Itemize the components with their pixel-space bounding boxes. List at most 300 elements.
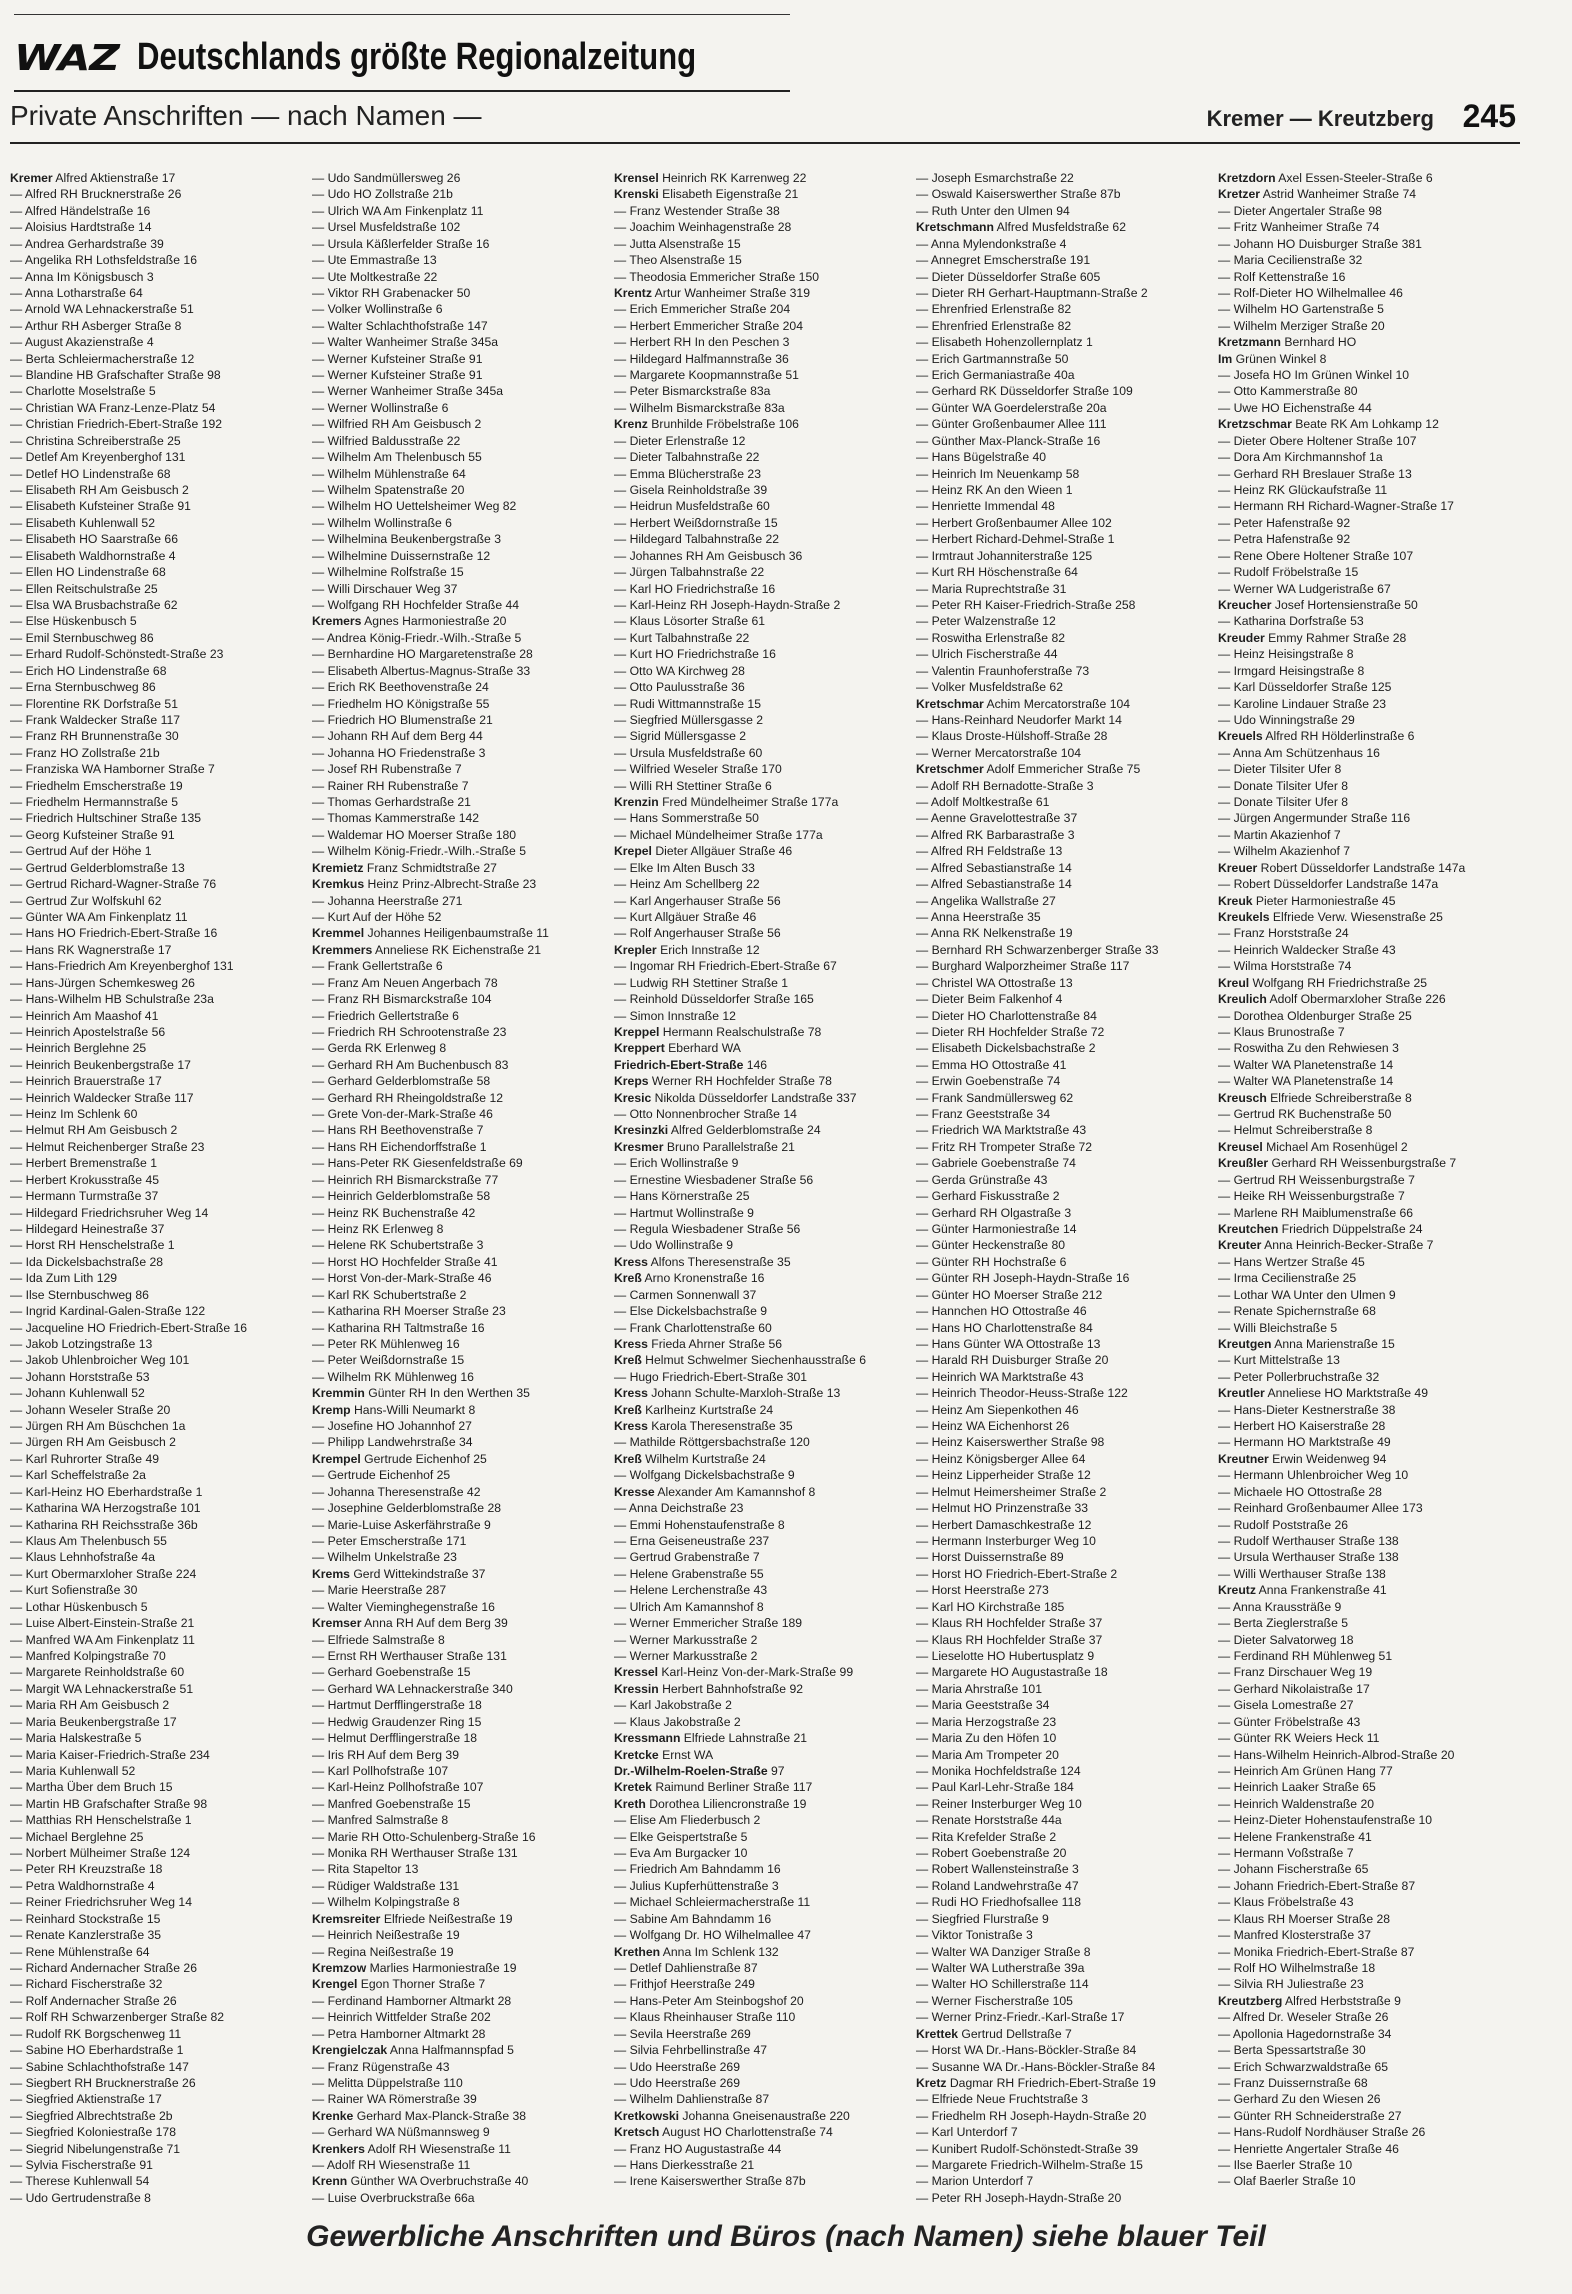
list-item: Kreß Wilhelm Kurtstraße 24 bbox=[614, 1451, 766, 1466]
list-item: — Heinrich RH Bismarckstraße 77 bbox=[312, 1172, 499, 1187]
list-item: — Wilhelm HO Uettelsheimer Weg 82 bbox=[312, 499, 517, 514]
list-item: — Rolf HO Wilhelmstraße 18 bbox=[1218, 1960, 1376, 1975]
list-item: Krenski Elisabeth Eigenstraße 21 bbox=[614, 187, 799, 202]
list-item: — Josephine Gelderblomstraße 28 bbox=[312, 1501, 502, 1516]
list-item: — Reinhold Düsseldorfer Straße 165 bbox=[614, 992, 814, 1007]
list-item: — Wilfried Weseler Straße 170 bbox=[614, 762, 782, 777]
top-rule bbox=[14, 14, 790, 15]
list-item: — Roswitha Zu den Rehwiesen 3 bbox=[1218, 1041, 1399, 1056]
list-item: — Jürgen RH Am Büschchen 1a bbox=[10, 1419, 186, 1434]
list-item: — Erich HO Lindenstraße 68 bbox=[10, 663, 167, 678]
list-item: — Dieter Tilsiter Ufer 8 bbox=[1218, 762, 1342, 777]
list-item: — Wolfgang Dickelsbachstraße 9 bbox=[614, 1468, 795, 1483]
list-item: — Ulrich WA Am Finkenplatz 11 bbox=[312, 203, 484, 218]
list-item: — Maria Ruprechtstraße 31 bbox=[916, 581, 1067, 596]
list-item: — Franz RH Bismarckstraße 104 bbox=[312, 992, 492, 1007]
list-item: — Florentine RK Dorfstraße 51 bbox=[10, 696, 178, 711]
list-item: — Hans Körnerstraße 25 bbox=[614, 1189, 750, 1204]
list-item: — Johann Weseler Straße 20 bbox=[10, 1402, 171, 1417]
list-item: Kretschmann Alfred Musfeldstraße 62 bbox=[916, 220, 1126, 235]
list-item: — Reinhard Großenbaumer Allee 173 bbox=[1218, 1501, 1423, 1516]
list-item: — Gerhard RH Rheingoldstraße 12 bbox=[312, 1090, 504, 1105]
list-item: — Klaus Jakobstraße 2 bbox=[614, 1714, 741, 1729]
list-item: — Christian Friedrich-Ebert-Straße 192 bbox=[10, 417, 222, 432]
list-item: — Walter HO Schillerstraße 114 bbox=[916, 1977, 1089, 1992]
list-item: — Hans-Friedrich Am Kreyenberghof 131 bbox=[10, 959, 234, 974]
list-item: — Therese Kuhlenwall 54 bbox=[10, 2174, 150, 2189]
list-item: — Martha Über dem Bruch 15 bbox=[10, 1780, 173, 1795]
footer-note: Gewerbliche Anschriften und Büros (nach Namen) siehe blauer Teil bbox=[306, 2220, 1266, 2253]
list-item: — Katharina RH Reichsstraße 36b bbox=[10, 1517, 198, 1532]
list-item: — Helene Frankenstraße 41 bbox=[1218, 1829, 1372, 1844]
list-item: — Johann Kuhlenwall 52 bbox=[10, 1386, 145, 1401]
list-item: — Margit WA Lehnackerstraße 51 bbox=[10, 1681, 194, 1696]
list-item: — Manfred WA Am Finkenplatz 11 bbox=[10, 1632, 195, 1647]
list-item: — Ursula Käßlerfelder Straße 16 bbox=[312, 236, 490, 251]
list-item: — Johann Fischerstraße 65 bbox=[1218, 1862, 1369, 1877]
list-item: — Susanne WA Dr.-Hans-Böckler-Straße 84 bbox=[916, 2059, 1156, 2074]
list-item: — Friedhelm RH Joseph-Haydn-Straße 20 bbox=[916, 2108, 1147, 2123]
list-item: — Volker Wollinstraße 6 bbox=[312, 302, 443, 317]
list-item: — Sevila Heerstraße 269 bbox=[614, 2026, 751, 2041]
list-item: — Johanna HO Friedenstraße 3 bbox=[312, 745, 486, 760]
list-item: Krensel Heinrich RK Karrenweg 22 bbox=[614, 171, 807, 185]
list-item: — Gerhard Gelderblomstraße 58 bbox=[312, 1074, 491, 1089]
list-item: Kremmers Anneliese RK Eichenstraße 21 bbox=[312, 942, 541, 957]
list-item: — Siegrid Nibelungenstraße 71 bbox=[10, 2141, 181, 2156]
list-item: — Alfred Sebastianstraße 14 bbox=[916, 877, 1072, 892]
list-item: — Karl Jakobstraße 2 bbox=[614, 1698, 732, 1713]
list-item: — Siegfried Flurstraße 9 bbox=[916, 1911, 1049, 1926]
list-item: — Heinrich Apostelstraße 56 bbox=[10, 1024, 166, 1039]
list-item: Kremzow Marlies Harmoniestraße 19 bbox=[312, 1960, 517, 1975]
list-item: — Emma HO Ottostraße 41 bbox=[916, 1057, 1067, 1072]
list-item: — August Akazienstraße 4 bbox=[10, 335, 154, 350]
list-item: — Herbert Krokusstraße 45 bbox=[10, 1172, 160, 1187]
column-1 bbox=[10, 170, 312, 2205]
list-item: — Gertrud Zur Wolfskuhl 62 bbox=[10, 893, 162, 908]
list-item: — Erna Sternbuschweg 86 bbox=[10, 680, 156, 695]
list-item: — Irene Kaiserswerther Straße 87b bbox=[614, 2174, 806, 2189]
list-item: — Rainer RH Rubenstraße 7 bbox=[312, 778, 469, 793]
list-item: — Gerhard RH Am Buchenbusch 83 bbox=[312, 1057, 509, 1072]
list-item: Krengielczak Anna Halfmannspfad 5 bbox=[312, 2043, 514, 2058]
list-item: — Wilhelm Am Thelenbusch 55 bbox=[312, 450, 482, 465]
list-item: — Regina Neißestraße 19 bbox=[312, 1944, 454, 1959]
list-item: — Klaus Droste-Hülshoff-Straße 28 bbox=[916, 729, 1108, 744]
list-item: — Wilhelm Spatenstraße 20 bbox=[312, 483, 465, 498]
list-item: Kresinzki Alfred Gelderblomstraße 24 bbox=[614, 1123, 821, 1138]
list-item: — Johann Horststraße 53 bbox=[10, 1369, 150, 1384]
list-item: — Angelika Wallstraße 27 bbox=[916, 893, 1056, 908]
list-item: — Günter Fröbelstraße 43 bbox=[1218, 1714, 1361, 1729]
list-item: — Franz Westender Straße 38 bbox=[614, 203, 780, 218]
list-item: Kreß Helmut Schwelmer Siechenhausstraße 6 bbox=[614, 1353, 866, 1368]
list-item: — Rolf Angerhauser Straße 56 bbox=[614, 926, 781, 941]
list-item: — Viktor RH Grabenacker 50 bbox=[312, 285, 471, 300]
list-item: — Ursel Musfeldstraße 102 bbox=[312, 220, 461, 235]
list-item: — Petra Hamborner Altmarkt 28 bbox=[312, 2026, 486, 2041]
list-item: — Ferdinand Hamborner Altmarkt 28 bbox=[312, 1993, 512, 2008]
list-item: — Siegfried Koloniestraße 178 bbox=[10, 2125, 176, 2140]
list-item: — Maria Ahrstraße 101 bbox=[916, 1681, 1042, 1696]
list-item: — Dieter Beim Falkenhof 4 bbox=[916, 992, 1063, 1007]
list-item: — Erich Emmericher Straße 204 bbox=[614, 302, 791, 317]
list-item: — Herbert Weißdornstraße 15 bbox=[614, 515, 778, 530]
list-item: — Monika Friedrich-Ebert-Straße 87 bbox=[1218, 1944, 1415, 1959]
column-2 bbox=[312, 170, 614, 2205]
list-item: — Else Dickelsbachstraße 9 bbox=[614, 1304, 768, 1319]
list-item: — Marlene RH Maiblumenstraße 66 bbox=[1218, 1205, 1414, 1220]
list-item: — Karoline Lindauer Straße 23 bbox=[1218, 696, 1387, 711]
list-item: — Hans Günter WA Ottostraße 13 bbox=[916, 1336, 1101, 1351]
list-item: — Ute Emmastraße 13 bbox=[312, 253, 437, 268]
list-item: — Franz RH Brunnenstraße 30 bbox=[10, 729, 179, 744]
list-item: — Peter RH Joseph-Haydn-Straße 20 bbox=[916, 2190, 1122, 2205]
list-item: — Rolf RH Schwarzenberger Straße 82 bbox=[10, 2010, 225, 2025]
list-item: — Gertrude Eichenhof 25 bbox=[312, 1468, 451, 1483]
list-item: — Dieter Erlenstraße 12 bbox=[614, 433, 746, 448]
list-item: Kreuer Robert Düsseldorfer Landstraße 147a bbox=[1218, 860, 1466, 875]
list-item: — Horst HO Friedrich-Ebert-Straße 2 bbox=[916, 1566, 1118, 1581]
list-item: — Maria Kaiser-Friedrich-Straße 234 bbox=[10, 1747, 210, 1762]
list-item: — Heinrich Berglehne 25 bbox=[10, 1041, 147, 1056]
list-item: — Alfred Sebastianstraße 14 bbox=[916, 860, 1072, 875]
list-item: — Hildegard Friedrichsruher Weg 14 bbox=[10, 1205, 209, 1220]
list-item: — Hermann Uhlenbroicher Weg 10 bbox=[1218, 1468, 1409, 1483]
list-item: — Heinrich Brauerstraße 17 bbox=[10, 1074, 162, 1089]
list-item: — Adolf Moltkestraße 61 bbox=[916, 795, 1050, 810]
list-item: Kreuk Pieter Harmoniestraße 45 bbox=[1218, 893, 1396, 908]
list-item: — Otto Kammerstraße 80 bbox=[1218, 384, 1358, 399]
list-item: — Katharina WA Herzogstraße 101 bbox=[10, 1501, 201, 1516]
list-item: — Norbert Mülheimer Straße 124 bbox=[10, 1846, 191, 1861]
list-item: — Dieter HO Charlottenstraße 84 bbox=[916, 1008, 1097, 1023]
list-item: — Irmgard Heisingstraße 8 bbox=[1218, 663, 1365, 678]
list-item: — Irmtraut Johanniterstraße 125 bbox=[916, 548, 1093, 563]
list-item: — Walter WA Planetenstraße 14 bbox=[1218, 1074, 1394, 1089]
list-item: — Bernhardine HO Margaretenstraße 28 bbox=[312, 647, 533, 662]
list-item: — Günter Großenbaumer Allee 111 bbox=[916, 417, 1107, 432]
list-item: Kreß Karlheinz Kurtstraße 24 bbox=[614, 1402, 774, 1417]
list-item: — Ilse Sternbuschweg 86 bbox=[10, 1287, 149, 1302]
list-item: — Rudolf Werthauser Straße 138 bbox=[1218, 1534, 1399, 1549]
list-item: — Erich Germaniastraße 40a bbox=[916, 368, 1075, 383]
list-item: — Ludwig RH Stettiner Straße 1 bbox=[614, 975, 789, 990]
list-item: — Rene Mühlenstraße 64 bbox=[10, 1944, 150, 1959]
list-item: Kress Johann Schulte-Marxloh-Straße 13 bbox=[614, 1386, 841, 1401]
list-item: — Berta Schleiermacherstraße 12 bbox=[10, 351, 195, 366]
list-item: Kressmann Elfriede Lahnstraße 21 bbox=[614, 1731, 808, 1746]
list-item: — Franz Dirschauer Weg 19 bbox=[1218, 1665, 1373, 1680]
list-item: — Ellen Reitschulstraße 25 bbox=[10, 581, 158, 596]
list-item: — Alfred Dr. Weseler Straße 26 bbox=[1218, 2010, 1389, 2025]
list-item: — Petra Waldhornstraße 4 bbox=[10, 1878, 155, 1893]
list-item: — Mathilde Röttgersbachstraße 120 bbox=[614, 1435, 810, 1450]
list-item: Kreutzberg Alfred Herbststraße 9 bbox=[1218, 1993, 1401, 2008]
list-item: — Heinz Königsberger Allee 64 bbox=[916, 1451, 1086, 1466]
list-item: — Donate Tilsiter Ufer 8 bbox=[1218, 795, 1349, 810]
list-item: — Fritz RH Trompeter Straße 72 bbox=[916, 1139, 1093, 1154]
list-item: — Lothar WA Unter den Ulmen 9 bbox=[1218, 1287, 1396, 1302]
list-item: — Klaus RH Moerser Straße 28 bbox=[1218, 1911, 1391, 1926]
list-item: — Franz HO Augustastraße 44 bbox=[614, 2141, 782, 2156]
list-item: Kreuels Alfred RH Hölderlinstraße 6 bbox=[1218, 729, 1415, 744]
list-item: — Heinz-Dieter Hohenstaufenstraße 10 bbox=[1218, 1813, 1433, 1828]
list-item: Kreppert Eberhard WA bbox=[614, 1041, 741, 1056]
list-item: — Grete Von-der-Mark-Straße 46 bbox=[312, 1107, 493, 1122]
list-item: — Herbert Richard-Dehmel-Straße 1 bbox=[916, 532, 1115, 547]
list-item: — Hans-Peter Am Steinbogshof 20 bbox=[614, 1993, 804, 2008]
list-item: — Wilhelm Wollinstraße 6 bbox=[312, 515, 452, 530]
list-item: — Gerhard RH Breslauer Straße 13 bbox=[1218, 466, 1412, 481]
list-item: — Elisabeth RH Am Geisbusch 2 bbox=[10, 483, 189, 498]
list-item: — Peter RK Mühlenweg 16 bbox=[312, 1336, 460, 1351]
list-item: — Heinrich Waldenstraße 20 bbox=[1218, 1796, 1375, 1811]
list-item: — Heinz Am Schellberg 22 bbox=[614, 877, 760, 892]
list-item: — Peter Walzenstraße 12 bbox=[916, 614, 1056, 629]
list-item: — Josefine HO Johannhof 27 bbox=[312, 1419, 472, 1434]
list-item: — Gerhard Zu den Wiesen 26 bbox=[1218, 2092, 1381, 2107]
list-item: — Johannes RH Am Geisbusch 36 bbox=[614, 548, 803, 563]
list-item: — Martin HB Grafschafter Straße 98 bbox=[10, 1796, 208, 1811]
list-item: — Hans-Reinhard Neudorfer Markt 14 bbox=[916, 712, 1122, 727]
list-item: — Horst HO Hochfelder Straße 41 bbox=[312, 1254, 498, 1269]
list-item: — Heinrich Am Grünen Hang 77 bbox=[1218, 1763, 1393, 1778]
list-item: Friedrich-Ebert-Straße 146 bbox=[614, 1057, 768, 1072]
list-item: — Udo Gertrudenstraße 8 bbox=[10, 2190, 151, 2205]
list-item: — Heinrich Im Neuenkamp 58 bbox=[916, 466, 1080, 481]
list-item: — Josefa HO Im Grünen Winkel 10 bbox=[1218, 368, 1410, 383]
list-item: — Kurt Mittelstraße 13 bbox=[1218, 1353, 1340, 1368]
list-item: — Margarete Friedrich-Wilhelm-Straße 15 bbox=[916, 2158, 1143, 2173]
list-item: — Heinz Heisingstraße 8 bbox=[1218, 647, 1354, 662]
list-item: — Martin Akazienhof 7 bbox=[1218, 827, 1341, 842]
list-item: — Maria Halskestraße 5 bbox=[10, 1731, 142, 1746]
list-item: — Karl Düsseldorfer Straße 125 bbox=[1218, 680, 1392, 695]
list-item: — Walter WA Lutherstraße 39a bbox=[916, 1960, 1085, 1975]
list-item: Kreuter Anna Heinrich-Becker-Straße 7 bbox=[1218, 1238, 1434, 1253]
list-item: — Elfriede Salmstraße 8 bbox=[312, 1632, 445, 1647]
list-item: — Ida Dickelsbachstraße 28 bbox=[10, 1254, 164, 1269]
list-item: — Marie-Luise Askerfährstraße 9 bbox=[312, 1517, 491, 1532]
list-item: — Heinrich Wittfelder Straße 202 bbox=[312, 2010, 491, 2025]
list-item: — Gerhard RK Düsseldorfer Straße 109 bbox=[916, 384, 1133, 399]
list-item: — Hermann Turmstraße 37 bbox=[10, 1189, 159, 1204]
list-item: — Hans RH Beethovenstraße 7 bbox=[312, 1123, 484, 1138]
list-item: — Melitta Düppelstraße 110 bbox=[312, 2075, 463, 2090]
list-item: — Wilma Horststraße 74 bbox=[1218, 959, 1352, 974]
list-item: — Günter RK Weiers Heck 11 bbox=[1218, 1731, 1380, 1746]
list-item: — Gertrud Grabenstraße 7 bbox=[614, 1550, 760, 1565]
list-item: Kretzmann Bernhard HO bbox=[1218, 335, 1357, 350]
list-item: — Regula Wiesbadener Straße 56 bbox=[614, 1222, 801, 1236]
list-item: — Anna Im Königsbusch 3 bbox=[10, 269, 154, 284]
list-item: — Monika RH Werthauser Straße 131 bbox=[312, 1846, 518, 1861]
list-item: — Karl HO Friedrichstraße 16 bbox=[614, 581, 776, 596]
list-item: — Theo Alsenstraße 15 bbox=[614, 253, 742, 268]
list-item: — Frank Waldecker Straße 117 bbox=[10, 712, 181, 727]
list-item: — Richard Andernacher Straße 26 bbox=[10, 1960, 197, 1975]
list-item: — Jürgen Angermunder Straße 116 bbox=[1218, 811, 1411, 826]
list-item: — Franz Geeststraße 34 bbox=[916, 1107, 1051, 1122]
list-item: — Heinz RK Glückaufstraße 11 bbox=[1218, 483, 1388, 498]
list-item: — Johanna Theresenstraße 42 bbox=[312, 1484, 481, 1499]
list-item: Krethen Anna Im Schlenk 132 bbox=[614, 1944, 779, 1959]
list-item: — Maria Geeststraße 34 bbox=[916, 1698, 1050, 1713]
list-item: — Rudi Wittmannstraße 15 bbox=[614, 696, 761, 711]
list-item: — Ellen HO Lindenstraße 68 bbox=[10, 565, 166, 580]
list-item: — Klaus Am Thelenbusch 55 bbox=[10, 1534, 167, 1549]
list-item: — Thomas Kammerstraße 142 bbox=[312, 811, 480, 826]
list-item: — Josef RH Rubenstraße 7 bbox=[312, 762, 462, 777]
list-item: — Blandine HB Grafschafter Straße 98 bbox=[10, 368, 221, 383]
list-item: — Heinrich Neißestraße 19 bbox=[312, 1928, 460, 1943]
list-item: — Ehrenfried Erlenstraße 82 bbox=[916, 318, 1072, 333]
list-item: — Siegfried Müllersgasse 2 bbox=[614, 712, 764, 727]
list-item: — Dieter Talbahnstraße 22 bbox=[614, 450, 760, 465]
list-item: — Friedrich WA Marktstraße 43 bbox=[916, 1123, 1087, 1138]
list-item: — Karl-Heinz RH Joseph-Haydn-Straße 2 bbox=[614, 597, 841, 612]
list-item: — Günther Max-Planck-Straße 16 bbox=[916, 433, 1101, 448]
list-item: — Anna Heerstraße 35 bbox=[916, 909, 1041, 924]
list-item: — Alfred RH Feldstraße 13 bbox=[916, 844, 1063, 859]
list-item: — Gerhard Goebenstraße 15 bbox=[312, 1665, 471, 1680]
list-item: — Udo HO Zollstraße 21b bbox=[312, 187, 453, 202]
list-item: — Werner Mercatorstraße 104 bbox=[916, 745, 1082, 760]
list-item: — Gertrud Gelderblomstraße 13 bbox=[10, 860, 185, 875]
list-item: — Sylvia Fischerstraße 91 bbox=[10, 2158, 153, 2173]
list-item: — Ilse Baerler Straße 10 bbox=[1218, 2158, 1353, 2173]
list-item: — Franz HO Zollstraße 21b bbox=[10, 745, 160, 760]
list-item: — Elsa WA Brusbachstraße 62 bbox=[10, 597, 178, 612]
list-item: — Philipp Landwehrstraße 34 bbox=[312, 1435, 473, 1450]
list-item: Kremer Alfred Aktienstraße 17 bbox=[10, 171, 176, 185]
list-item: — Peter RH Kreuzstraße 18 bbox=[10, 1862, 163, 1877]
list-item: — Hermann HO Marktstraße 49 bbox=[1218, 1435, 1391, 1450]
waz-logo: WAZ bbox=[14, 36, 119, 78]
list-item: — Andrea König-Friedr.-Wilh.-Straße 5 bbox=[312, 630, 522, 645]
list-item: Kress Alfons Theresenstraße 35 bbox=[614, 1254, 791, 1269]
list-item: — Frank Gellertstraße 6 bbox=[312, 959, 443, 974]
list-item: — Henriette Angertaler Straße 46 bbox=[1218, 2141, 1399, 2156]
list-item: — Reiner Insterburger Weg 10 bbox=[916, 1796, 1082, 1811]
list-item: — Heidrun Musfeldstraße 60 bbox=[614, 499, 770, 514]
list-item: — Alfred RK Barbarastraße 3 bbox=[916, 827, 1075, 842]
list-item: — Katharina Dorfstraße 53 bbox=[1218, 614, 1364, 629]
list-item: — Heinz Kaiserswerther Straße 98 bbox=[916, 1435, 1105, 1450]
list-item: — Wilhelmine Rolfstraße 15 bbox=[312, 565, 464, 580]
list-item: — Manfred Goebenstraße 15 bbox=[312, 1796, 471, 1811]
list-item: — Rudolf RK Borgschenweg 11 bbox=[10, 2026, 182, 2041]
list-item: Kreutgen Anna Marienstraße 15 bbox=[1218, 1336, 1395, 1351]
list-item: — Maria Zu den Höfen 10 bbox=[916, 1731, 1057, 1746]
list-item: — Dieter RH Hochfelder Straße 72 bbox=[916, 1024, 1105, 1039]
list-item: — Gertrud RK Buchenstraße 50 bbox=[1218, 1107, 1392, 1122]
list-item: — Carmen Sonnenwall 37 bbox=[614, 1287, 757, 1302]
list-item: — Wilhelm Bismarckstraße 83a bbox=[614, 400, 785, 415]
list-item: — Emma Blücherstraße 23 bbox=[614, 466, 761, 481]
list-item: — Maria Am Trompeter 20 bbox=[916, 1747, 1059, 1762]
list-item: — Friedhelm Hermannstraße 5 bbox=[10, 795, 178, 810]
list-item: — Gabriele Goebenstraße 74 bbox=[916, 1156, 1076, 1171]
list-item: — Rainer WA Römerstraße 39 bbox=[312, 2092, 477, 2107]
list-item: Kremkus Heinz Prinz-Albrecht-Straße 23 bbox=[312, 877, 537, 892]
list-item: — Silvia RH Juliestraße 23 bbox=[1218, 1977, 1364, 1992]
list-item: — Detlef Am Kreyenberghof 131 bbox=[10, 450, 186, 465]
list-item: — Emil Sternbuschweg 86 bbox=[10, 630, 154, 645]
list-item: — Marie RH Otto-Schulenberg-Straße 16 bbox=[312, 1829, 536, 1844]
list-item: Krenz Brunhilde Fröbelstraße 106 bbox=[614, 417, 799, 432]
list-item: — Petra Hafenstraße 92 bbox=[1218, 532, 1351, 547]
list-item: — Frank Charlottenstraße 60 bbox=[614, 1320, 772, 1335]
list-item: — Maria RH Am Geisbusch 2 bbox=[10, 1698, 170, 1713]
list-item: — Helmut RH Am Geisbusch 2 bbox=[10, 1123, 178, 1138]
list-item: Kremser Anna RH Auf dem Berg 39 bbox=[312, 1616, 508, 1631]
list-item: — Herbert Bremenstraße 1 bbox=[10, 1156, 157, 1171]
list-item: — Simon Innstraße 12 bbox=[614, 1008, 736, 1023]
list-item: — Heinrich Waldecker Straße 117 bbox=[10, 1090, 194, 1105]
list-item: — Erna Geiseneustraße 237 bbox=[614, 1534, 770, 1549]
list-item: — Elisabeth HO Saarstraße 66 bbox=[10, 532, 178, 547]
list-item: — Walter Vieminghegenstraße 16 bbox=[312, 1599, 495, 1614]
list-item: — Julius Kupferhüttenstraße 3 bbox=[614, 1878, 779, 1893]
list-item: Kretek Raimund Berliner Straße 117 bbox=[614, 1780, 813, 1795]
list-item: — Emmi Hohenstaufenstraße 8 bbox=[614, 1517, 785, 1532]
list-item: — Wilhelm Akazienhof 7 bbox=[1218, 844, 1351, 859]
list-item: — Elke Geispertstraße 5 bbox=[614, 1829, 748, 1844]
address-columns bbox=[10, 170, 1520, 2205]
list-item: — Erwin Goebenstraße 74 bbox=[916, 1074, 1061, 1089]
column-5 bbox=[1218, 170, 1520, 2189]
list-item: Kressin Herbert Bahnhofstraße 92 bbox=[614, 1681, 804, 1696]
list-item: — Helmut Schreiberstraße 8 bbox=[1218, 1123, 1373, 1138]
list-item: — Wilfried Baldusstraße 22 bbox=[312, 433, 461, 448]
list-item: — Heinrich WA Marktstraße 43 bbox=[916, 1369, 1084, 1384]
list-item: — Alfred Händelstraße 16 bbox=[10, 203, 151, 218]
list-item: — Jürgen RH Am Geisbusch 2 bbox=[10, 1435, 176, 1450]
list-item: — Werner Fischerstraße 105 bbox=[916, 1993, 1073, 2008]
list-item: — Dieter RH Gerhart-Hauptmann-Straße 2 bbox=[916, 285, 1148, 300]
list-item: — Gertrud Richard-Wagner-Straße 76 bbox=[10, 877, 217, 892]
list-item: — Rita Stapeltor 13 bbox=[312, 1862, 419, 1877]
list-item: — Kurt RH Höschenstraße 64 bbox=[916, 565, 1078, 580]
list-item: — Olaf Baerler Straße 10 bbox=[1218, 2174, 1356, 2189]
list-item: — Otto Paulusstraße 36 bbox=[614, 680, 745, 695]
list-item: — Oswald Kaiserswerther Straße 87b bbox=[916, 187, 1121, 202]
list-item: — Wolfgang Dr. HO Wilhelmallee 47 bbox=[614, 1928, 811, 1943]
list-item: — Luise Overbruckstraße 66a bbox=[312, 2190, 475, 2205]
list-item: — Thomas Gerhardstraße 21 bbox=[312, 795, 471, 810]
list-item: Kretzschmar Beate RK Am Lohkamp 12 bbox=[1218, 417, 1439, 432]
list-item: — Werner Wollinstraße 6 bbox=[312, 400, 449, 415]
list-item: Kreukels Elfriede Verw. Wiesenstraße 25 bbox=[1218, 909, 1443, 924]
list-item: — Gerhard Nikolaistraße 17 bbox=[1218, 1681, 1370, 1696]
list-item: — Peter RH Kaiser-Friedrich-Straße 258 bbox=[916, 597, 1136, 612]
list-item: — Ernestine Wiesbadener Straße 56 bbox=[614, 1172, 814, 1187]
list-item: — Elisabeth Kufsteiner Straße 91 bbox=[10, 499, 191, 514]
list-item: — Margarete Reinholdstraße 60 bbox=[10, 1665, 185, 1680]
list-item: — Heinz RK An den Wieen 1 bbox=[916, 483, 1073, 498]
list-item: — Werner Markusstraße 2 bbox=[614, 1648, 758, 1663]
list-item: Kreutler Anneliese HO Marktstraße 49 bbox=[1218, 1386, 1428, 1401]
list-item: — Hans-Rudolf Nordhäuser Straße 26 bbox=[1218, 2125, 1426, 2140]
list-item: — Udo Wollinstraße 9 bbox=[614, 1238, 733, 1253]
list-item: — Karl-Heinz Pollhofstraße 107 bbox=[312, 1780, 484, 1795]
list-item: Krepler Erich Innstraße 12 bbox=[614, 942, 760, 957]
list-item: — Rudolf Fröbelstraße 15 bbox=[1218, 565, 1359, 580]
list-item: — Franziska WA Hamborner Straße 7 bbox=[10, 762, 215, 777]
